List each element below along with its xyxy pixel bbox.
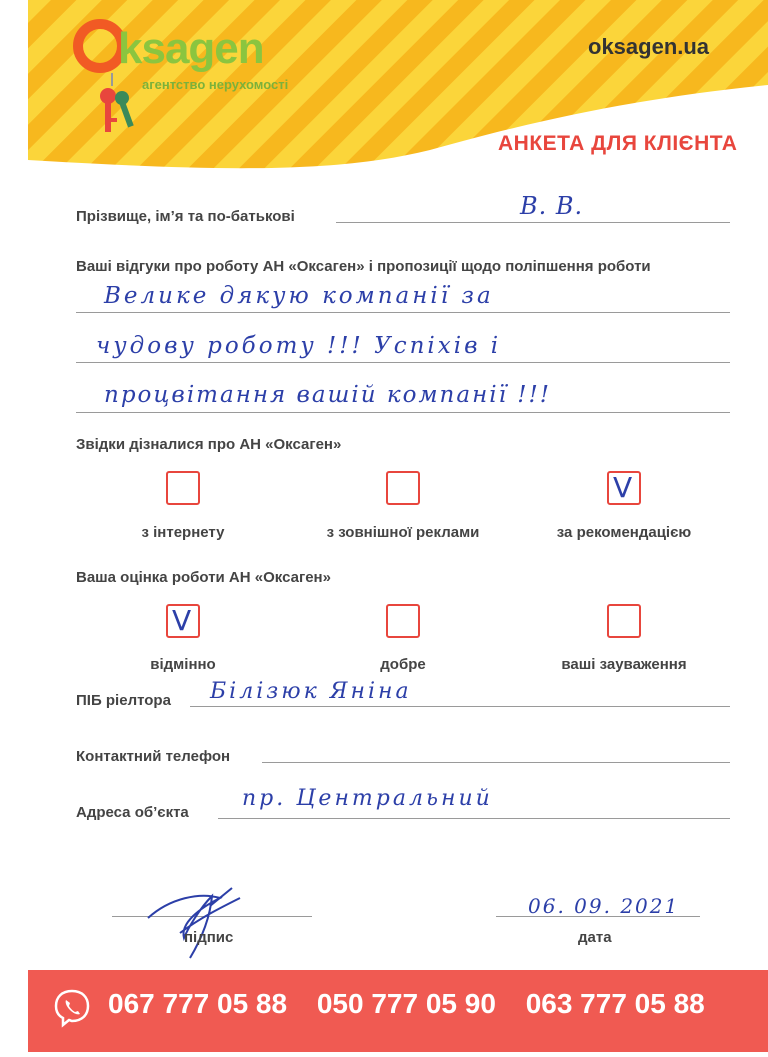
date-label: дата xyxy=(578,929,612,946)
logo-subtitle: агентство нерухомості xyxy=(142,77,289,92)
full-name-value[interactable]: В. В. xyxy=(520,192,584,220)
checkbox-outdoor-ads[interactable] xyxy=(386,471,420,505)
phone-number-2[interactable]: 050 777 05 90 xyxy=(316,988,496,1019)
checkbox-good[interactable] xyxy=(386,604,420,638)
check-mark-icon: V xyxy=(613,471,633,504)
source-label: Звідки дізналися про АН «Оксаген» xyxy=(76,436,342,453)
feedback-text-line-1[interactable]: Велике дякую компанії за xyxy=(104,283,494,309)
feedback-text-line-3[interactable]: процвітання вашій компанії !!! xyxy=(104,382,551,408)
option-good-label: добре xyxy=(380,656,426,673)
form-title: АНКЕТА ДЛЯ КЛІЄНТА xyxy=(498,132,738,155)
checkbox-remarks[interactable] xyxy=(607,604,641,638)
feedback-line-3 xyxy=(76,412,730,413)
checkbox-excellent[interactable] xyxy=(166,604,200,638)
feedback-label: Ваші відгуки про роботу АН «Оксаген» і пропозиції щодо поліпшення роботи xyxy=(76,258,651,275)
feedback-line-2 xyxy=(76,362,730,363)
date-value[interactable]: 06. 09. 2021 xyxy=(528,894,680,918)
option-outdoor-ads-label: з зовнішної реклами xyxy=(326,524,480,541)
header-banner xyxy=(0,0,768,175)
phone-number-3[interactable]: 063 777 05 88 xyxy=(525,988,705,1019)
website-link[interactable]: oksagen.ua xyxy=(588,34,710,59)
full-name-label: Прізвище, ім’я та по-батькові xyxy=(76,208,295,225)
option-internet-label: з інтернету xyxy=(141,524,225,541)
address-label: Адреса об’єкта xyxy=(76,804,189,821)
footer-phones xyxy=(108,988,705,1020)
realtor-line xyxy=(190,706,730,707)
logo-text: ksagen xyxy=(118,24,264,73)
option-remarks-label: ваші зауваження xyxy=(561,656,687,673)
signature-scribble-icon xyxy=(140,878,260,968)
feedback-line-1 xyxy=(76,312,730,313)
option-recommendation-label: за рекомендацією xyxy=(556,524,692,541)
phone-number-1[interactable]: 067 777 05 88 xyxy=(108,988,288,1019)
signature-label: підпис xyxy=(184,929,234,946)
phone-label: Контактний телефон xyxy=(76,748,231,765)
full-name-line xyxy=(336,222,730,223)
option-excellent-label: відмінно xyxy=(150,656,216,673)
realtor-label: ПІБ ріелтора xyxy=(76,692,171,709)
phone-line[interactable] xyxy=(262,762,730,763)
address-value[interactable]: пр. Центральний xyxy=(242,786,493,811)
realtor-value[interactable]: Білізюк Яніна xyxy=(210,679,412,704)
viber-icon xyxy=(52,988,92,1028)
checkbox-recommendation[interactable] xyxy=(607,471,641,505)
feedback-text-line-2[interactable]: чудову роботу !!! Успіхів і xyxy=(96,333,502,359)
address-line xyxy=(218,818,730,819)
rating-label: Ваша оцінка роботи АН «Оксаген» xyxy=(76,569,331,586)
checkbox-internet[interactable] xyxy=(166,471,200,505)
check-mark-icon: V xyxy=(172,604,192,637)
